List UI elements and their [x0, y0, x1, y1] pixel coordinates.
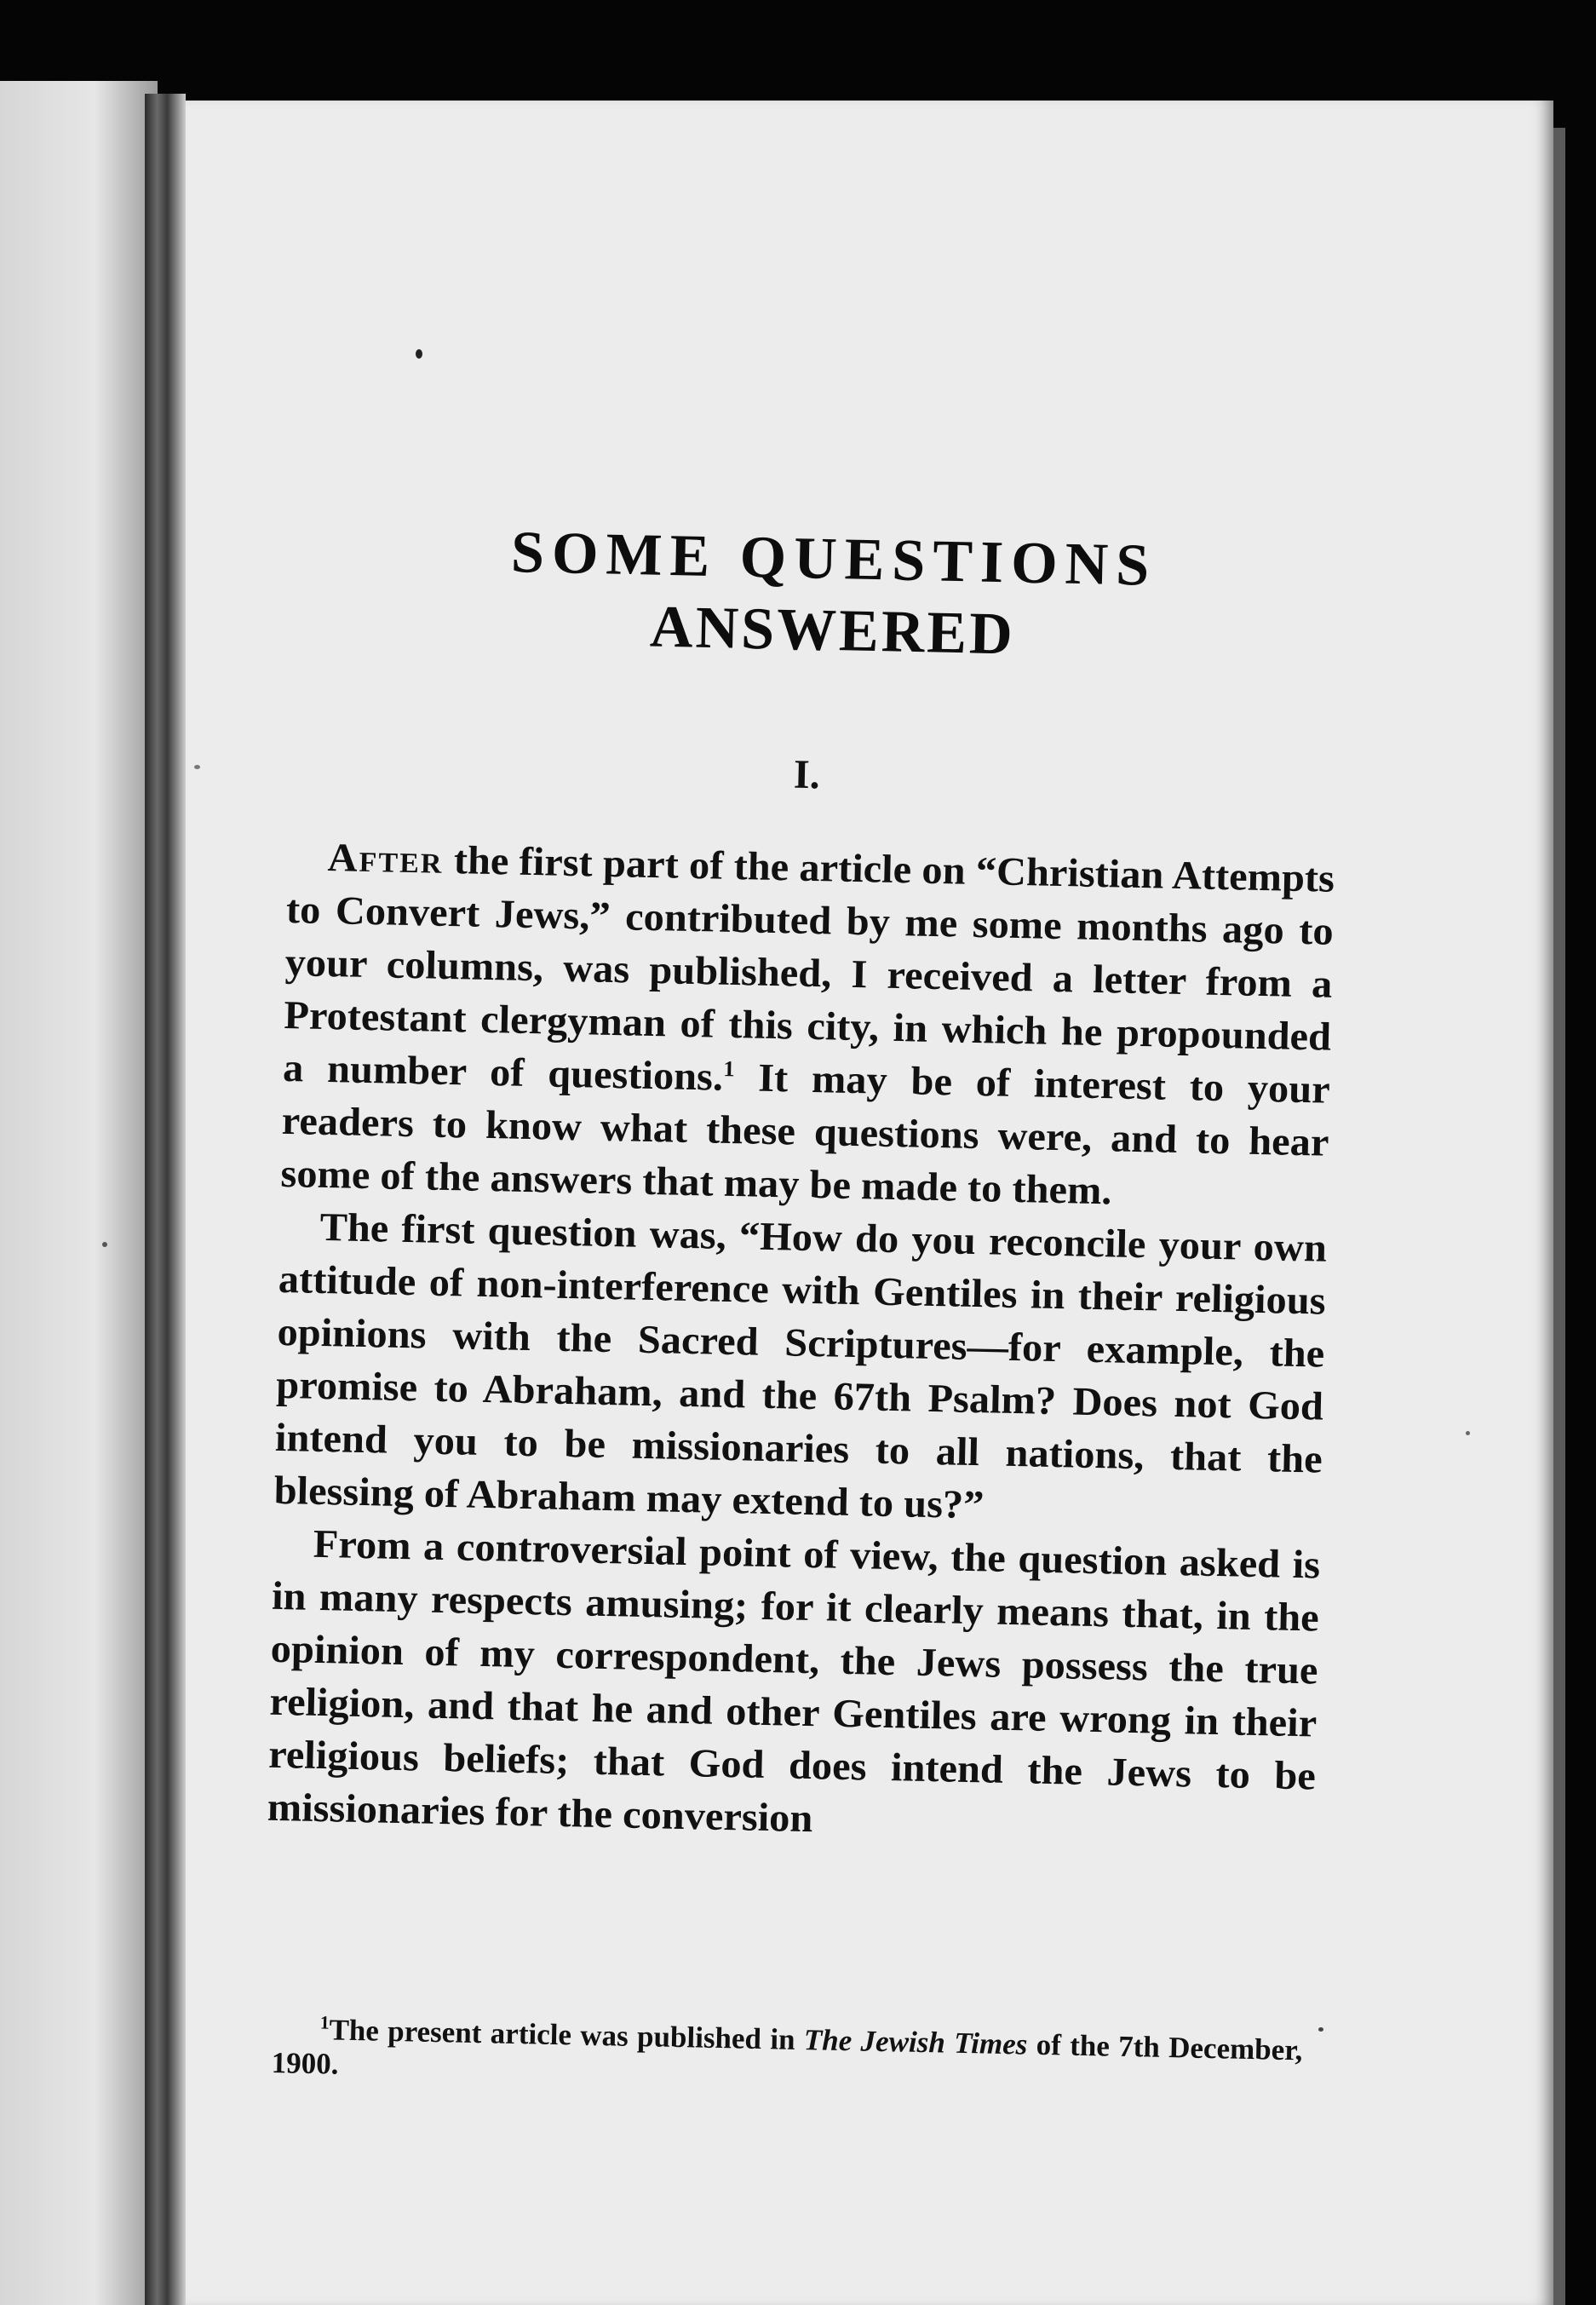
- paragraph: The first question was, “How do you reconcile your own attitude of non-interference with Gentiles in their religious opinions with the Sacred Scriptures—for example, the promise to Abraham, and the 67th Psalm? Does not God intend you to be missionaries to all nations, that the blessing of Abraham may extend to us?”: [273, 1204, 1328, 1528]
- facing-page-edge: [0, 81, 158, 2305]
- lead-word: After: [327, 835, 445, 882]
- paragraph-text: It may be of interest to your readers to know what these questions were, and to hear some of the answers that may be made to them.: [280, 1055, 1331, 1214]
- publication-name: The Jewish Times: [803, 2023, 1028, 2061]
- page-edge-shadow: [1553, 128, 1565, 2305]
- footnote-reference: 1: [722, 1056, 735, 1082]
- paragraph: [280, 831, 1335, 1222]
- title-line: ANSWERED: [649, 594, 1016, 668]
- article-body: [267, 831, 1335, 1855]
- section-numeral: I.: [793, 751, 821, 798]
- paragraph: From a controversial point of view, the question asked is in many respects amusing; for it clearly means that, in the opinion of my correspondent, the Jews possess the true religion, and that he and other Gentiles are wrong in their religious beliefs; that God does intend the Jews to be missionaries for the conversion: [267, 1521, 1321, 1842]
- ink-speck: [194, 765, 200, 769]
- paragraph-text: the first part of the article on “Christian Attempts to Convert Jews,” contributed by me some months ago to your columns, was published, I received a letter from a Protestant clergyman of this city, in which he propounded a number of questions.: [282, 837, 1335, 1100]
- title-line: SOME QUESTIONS: [510, 520, 1157, 599]
- footnote-number: 1: [319, 2011, 330, 2033]
- footnote-text: The present article was published in: [329, 2013, 805, 2057]
- ink-speck: [1318, 2027, 1323, 2032]
- ink-speck: [1466, 1431, 1470, 1435]
- ink-speck: [416, 349, 422, 359]
- footnote-text: of the 7th December, 1900.: [271, 2027, 1303, 2081]
- ink-speck: [102, 1242, 107, 1247]
- book-gutter: [145, 94, 186, 2305]
- page-title: [244, 512, 1422, 680]
